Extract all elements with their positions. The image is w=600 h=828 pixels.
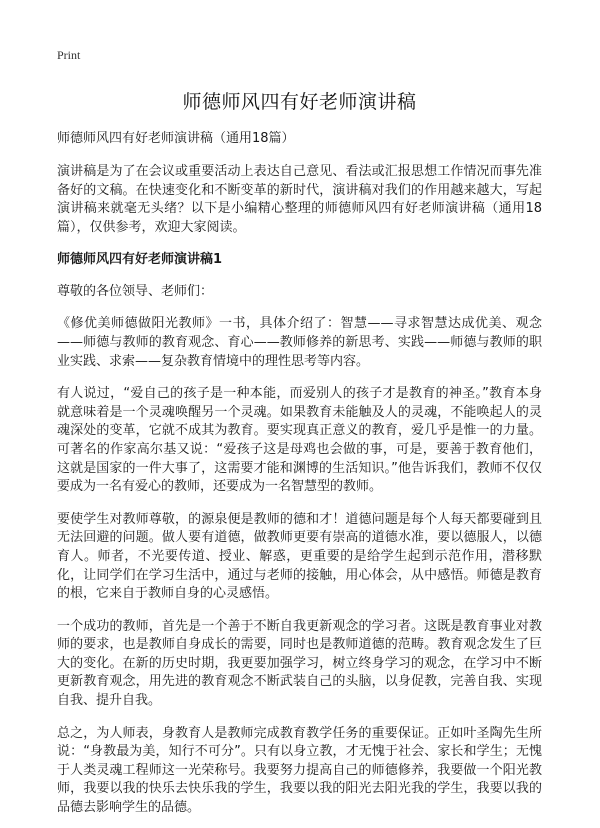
salutation: 尊敬的各位领导、老师们： <box>57 284 214 300</box>
intro-paragraph: 演讲稿是为了在会议或重要活动上表达自己意见、看法或汇报思想工作情况而事先准备好的文稿。在快速变化和不断变革的新时代，演讲稿对我们的作用越来越大，写起演讲稿来就毫无头绪？以下是小编精心整理的师德师风四有好老师演讲稿（通用18篇），仅供参考，欢迎大家阅读。 <box>57 164 542 235</box>
print-link[interactable]: Print <box>57 48 81 62</box>
body-paragraph: 有人说过，“爱自己的孩子是一种本能，而爱别人的孩子才是教育的神圣。”教育本身就意味着是一个灵魂唤醒另一个灵魂。如果教育未能触及人的灵魂，不能唤起人的灵魂深处的变革，它就不成其为教育。要实现真正意义的教育，爱几乎是惟一的力量。可著名的作家高尔基又说：“爱孩子这是母鸡也会做的事，可是，要善于教育他们，这就是国家的一件大事了，这需要才能和渊博的生活知识。”他告诉我们，教师不仅仅要成为一名有爱心的教师，还要成为一名智慧型的教师。 <box>57 386 542 495</box>
document-title: 师德师风四有好老师演讲稿 <box>182 91 417 113</box>
body-paragraph: 《修优美师德做阳光教师》一书，具体介绍了：智慧——寻求智慧达成优美、观念——师德与教师的教育观念、育心——教师修养的新思考、实践——师德与教师的职业实践、求索——复杂教育情境中的理性思考等内容。 <box>57 316 542 369</box>
body-paragraph: 总之，为人师表，身教育人是教师完成教育教学任务的重要保证。正如叶圣陶先生所说：“身教最为美，知行不可分”。只有以身立教，才无愧于社会、家长和学生；无愧于人类灵魂工程师这一光荣称号。我要努力提高自己的师德修养，我要做一个阳光教师，我要以我的快乐去快乐我的学生，我要以我的阳光去阳光我的学生，我要以我的品德去影响学生的品德。 <box>57 725 542 816</box>
body-paragraph: 要使学生对教师尊敬，的源泉便是教师的德和才！道德问题是每个人每天都要碰到且无法回避的问题。做人要有道德，做教师更要有崇高的道德水准，要以德服人，以德育人。师者，不光要传道、授业、解惑，更重要的是给学生起到示范作用，潜移默化，让同学们在学习生活中，通过与老师的接触，用心体会，从中感悟。师德是教育的根，它来自于教师自身的心灵感悟。 <box>57 511 542 602</box>
body-paragraph: 一个成功的教师，首先是一个善于不断自我更新观念的学习者。这既是教育事业对教师的要求，也是教师自身成长的需要，同时也是教师道德的范畴。教育观念发生了巨大的变化。在新的历史时期，我更要加强学习，树立终身学习的观念，在学习中不断更新教育观念，用先进的教育观念不断武装自己的头脑，以身促教，完善自我、实现自我、提升自我。 <box>57 618 542 709</box>
document-subtitle: 师德师风四有好老师演讲稿（通用18篇） <box>57 131 295 146</box>
section-heading: 师德师风四有好老师演讲稿1 <box>57 252 223 268</box>
